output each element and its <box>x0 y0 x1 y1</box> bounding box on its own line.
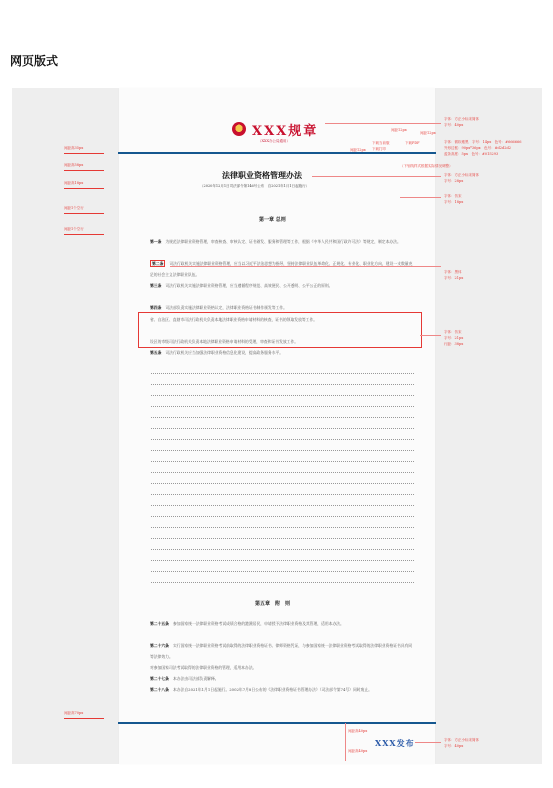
article-paragraph <box>150 258 415 280</box>
article-text: 司法行政机关实施法律职业资格管理，应当以习近平法治思想为指导，坚持法律职业队伍革命化、正规化、专业化、职业化方向，建设一支数量充足的社会主义法律职业队伍。 <box>150 261 413 277</box>
header-gap-annotation: 间距12px <box>350 148 366 152</box>
article-text: 对参加国家司法考试取得的法律职业资格的管理，适用本办法。 <box>150 665 257 670</box>
placeholder-line <box>151 373 414 374</box>
annotation-leader <box>325 123 441 124</box>
annotation-vline <box>345 723 346 761</box>
bottom-annotation: 间距高40px <box>348 749 368 753</box>
footer-rule-accent <box>118 722 180 725</box>
article-label: 第三条 <box>150 283 162 288</box>
spec-annotation: 字号：21px <box>444 336 464 340</box>
left-annotation: 间距1个空行 <box>64 227 84 231</box>
spec-annotation: 字号：21px <box>444 276 464 280</box>
annotation-tick <box>64 188 104 189</box>
highlight-frame <box>138 312 422 348</box>
article-text: 为规范法律职业资格管理，审查核查、审核认定、证书颁发、服务和管理等工作，根据《中华人民共和国行政许可法》等规定，制定本办法。 <box>165 239 401 244</box>
article-text: 参加国家统一法律职业资格考试成绩合格的港澳居民，申请授予法律职业资格及其管理，适用本办法。 <box>172 621 344 626</box>
annotation-leader <box>312 176 441 177</box>
placeholder-line <box>151 395 414 396</box>
annotation-leader <box>415 742 441 743</box>
annotation-tick <box>64 170 104 171</box>
annotation-leader <box>400 197 441 198</box>
placeholder-line <box>151 582 414 583</box>
placeholder-line <box>151 406 414 407</box>
article-paragraph <box>150 618 415 629</box>
header-small-label: 下载打印 <box>372 147 386 151</box>
document-meta: （2020年12月1日司法部令第146号公布 自2021年1月1日起施行） <box>200 184 310 188</box>
chapter-heading: 第五章 附 则 <box>255 601 291 607</box>
org-subtitle: （XXX办公局通用） <box>258 139 290 143</box>
org-title: XXX规章 <box>252 124 319 139</box>
header-rule-accent <box>118 152 188 155</box>
left-annotation: 间距高18px <box>64 181 84 185</box>
annotation-leader <box>420 335 441 336</box>
placeholder-line <box>151 516 414 517</box>
article-paragraph <box>150 347 415 358</box>
left-annotation: 间距高70px <box>64 711 84 715</box>
document-title: 法律职业资格管理办法 <box>222 170 302 180</box>
spec-annotation: 字号：28px <box>444 179 464 183</box>
placeholder-line <box>151 428 414 429</box>
article-text: 省、自治区、直辖市司法行政机关负责本地法律职业资格申请材料的核查，证书的领取发放等工作。 <box>150 317 318 322</box>
spec-annotation: 字号：40px <box>444 744 464 748</box>
national-emblem-icon <box>232 122 246 136</box>
spec-annotation: 字体：仿宋 <box>444 330 462 334</box>
placeholder-line <box>151 494 414 495</box>
article-paragraph <box>150 640 415 662</box>
header-gap-annotation: 间距12px <box>391 128 407 132</box>
article-text: 司法行政机关应当加强法律职业资格信息化建设，提高政务服务水平。 <box>165 350 284 355</box>
placeholder-line <box>151 483 414 484</box>
spec-annotation: 蓝条高度：5px 色号：#015293 <box>444 152 499 156</box>
placeholder-line <box>151 450 414 451</box>
placeholder-line <box>151 571 414 572</box>
left-annotation: 间距1个空行 <box>64 206 84 210</box>
underline-note: （下划线样式根据实际情况调整） <box>400 164 453 168</box>
article-label: 第四条 <box>150 305 162 310</box>
chapter-heading: 第一章 总则 <box>259 217 286 223</box>
placeholder-line <box>151 527 414 528</box>
spec-annotation: 间距12px <box>420 131 436 135</box>
annotation-tick <box>64 718 104 719</box>
article-text: 本办法自2021年1月1日起施行。2002年7月8日公布的《法律职业资格证书管理办法》（司法部令第74号）同时废止。 <box>172 687 372 692</box>
placeholder-line <box>151 538 414 539</box>
article-paragraph <box>150 684 415 695</box>
article-paragraph <box>150 236 415 247</box>
spec-annotation: 字体：微软雅黑 字号：14px 色号：#666666 <box>444 140 522 144</box>
spec-annotation: 字体：方正小标宋简体 <box>444 173 479 177</box>
annotation-leader <box>170 266 441 267</box>
article-label: 第一条 <box>150 239 162 244</box>
placeholder-line <box>151 384 414 385</box>
header-small-label: 下载当前版 <box>372 141 390 145</box>
article-label: 第五条 <box>150 350 162 355</box>
spec-annotation: 字号：40px <box>444 123 464 127</box>
bottom-annotation: 间距高40px <box>348 729 368 733</box>
spec-annotation: 字体：方正小标宋简体 <box>444 738 479 742</box>
article-paragraph <box>150 662 415 673</box>
publisher-label: XXX发布 <box>375 738 415 748</box>
header-small-label: 下载PDF <box>405 141 420 145</box>
article-text: 司法行政机关实施法律职业资格管理，应当遵循程序规范、高效便民、公开透明、公平公正的原则。 <box>165 283 333 288</box>
article-paragraph <box>150 673 415 684</box>
page-heading: 网页版式 <box>10 54 59 68</box>
spec-annotation: 行距：38px <box>444 342 464 346</box>
article-text: 本办法由司法部负责解释。 <box>172 676 219 681</box>
article-text: 司法部负责实施法律职业资格认定，法律职业资格证书制作颁发等工作。 <box>165 305 287 310</box>
annotation-tick <box>64 153 104 154</box>
annotation-tick <box>64 234 104 235</box>
article-label: 第二十六条 <box>150 643 169 648</box>
article-label: 第二十七条 <box>150 676 169 681</box>
placeholder-line <box>151 549 414 550</box>
placeholder-line <box>151 560 414 561</box>
article-label: 第二十五条 <box>150 621 169 626</box>
article-label: 第二十八条 <box>150 687 169 692</box>
annotation-tick <box>64 213 104 214</box>
spec-annotation: 字体：黑体 <box>444 270 462 274</box>
placeholder-line <box>151 472 414 473</box>
placeholder-line <box>151 417 414 418</box>
spec-annotation: 外形边框：90px*36px 色号：#d2d2d2 <box>444 146 511 150</box>
article-text: 实行国家统一法律职业资格考试前取得的法律职业资格证书、律师资格凭证，与参加国家统一法律职业资格考试取得的法律职业资格证书具有同等法律效力。 <box>150 643 413 659</box>
spec-annotation: 字体：仿宋 <box>444 194 462 198</box>
left-annotation: 间距高58px <box>64 163 84 167</box>
article-label: 第二条 <box>152 261 164 266</box>
spec-annotation: 字号：18px <box>444 200 464 204</box>
spec-annotation: 字体：方正小标宋简体 <box>444 117 479 121</box>
placeholder-line <box>151 505 414 506</box>
article-text: 设区的市级司法行政机关负责本地法律职业资格申请材料的受理，审查和证书发放工作。 <box>150 339 299 344</box>
article-paragraph <box>150 280 415 291</box>
placeholder-line <box>151 461 414 462</box>
placeholder-line <box>151 439 414 440</box>
left-annotation: 间距高35px <box>64 146 84 150</box>
